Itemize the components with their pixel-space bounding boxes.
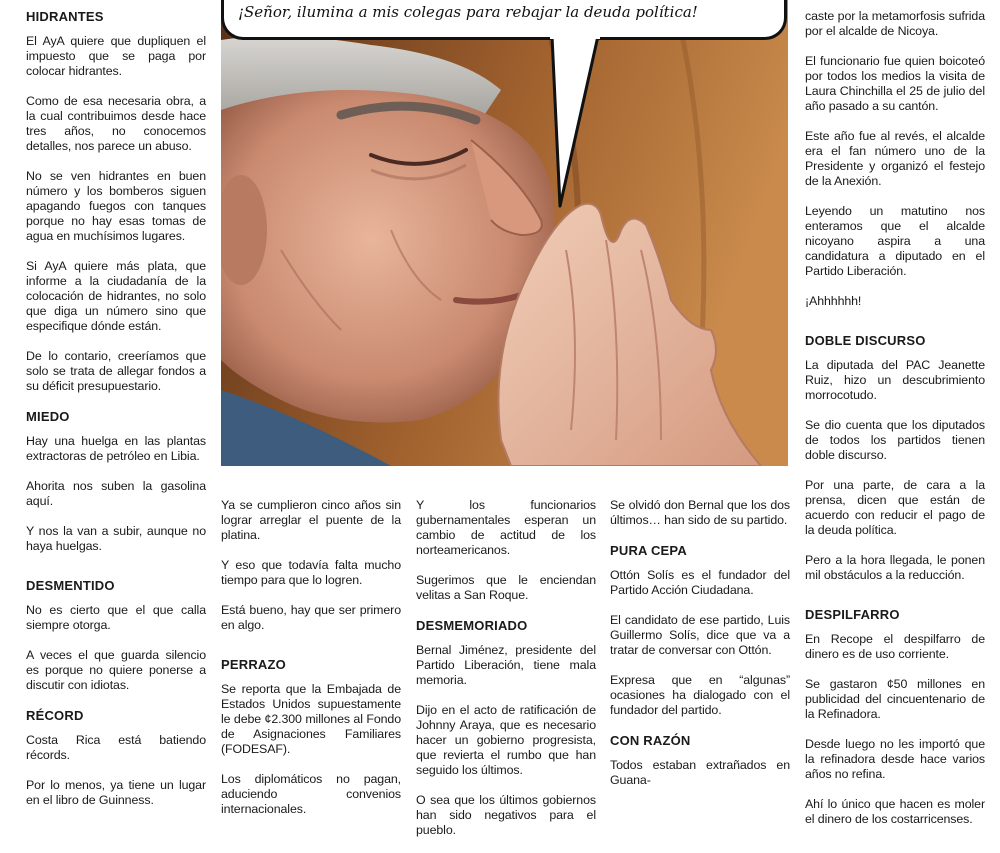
column-4 bbox=[610, 498, 790, 803]
section-heading: DOBLE DISCURSO bbox=[805, 333, 926, 348]
paragraph: No se ven hidrantes en buen número y los bomberos siguen apagando fuegos con tanques porque no hay esas tomas de agua en muchísimos lugares. bbox=[26, 169, 206, 243]
praying-man-photo bbox=[221, 0, 788, 466]
section-spacer bbox=[805, 324, 985, 333]
paragraph: Pero a la hora llegada, le ponen mil obstáculos a la reducción. bbox=[805, 553, 985, 582]
paragraph: Expresa que en “algunas” ocasiones ha dialogado con el fundador del partido. bbox=[610, 673, 790, 717]
paragraph: De lo contario, creeríamos que solo se trata de allegar fondos a su déficit presupuestario. bbox=[26, 349, 206, 393]
section-heading: MIEDO bbox=[26, 409, 70, 424]
paragraph: ¡Ahhhhhh! bbox=[805, 294, 862, 308]
paragraph: Por una parte, de cara a la prensa, dicen que están de acuerdo con reducir el pago de la deuda política. bbox=[805, 478, 985, 537]
paragraph: Ottón Solís es el fundador del Partido Acción Ciudadana. bbox=[610, 568, 790, 597]
paragraph: Ahorita nos suben la gasolina aquí. bbox=[26, 479, 206, 508]
paragraph: Todos estaban extrañados en Guana- bbox=[610, 758, 790, 787]
paragraph: El funcionario fue quien boicoteó por todos los medios la visita de Laura Chinchilla el 25 de julio del año pasado a su cantón. bbox=[805, 54, 985, 113]
section-heading: PERRAZO bbox=[221, 657, 286, 672]
column-3 bbox=[416, 498, 596, 853]
paragraph: O sea que los últimos gobiernos han sido negativos para el pueblo. bbox=[416, 793, 596, 837]
paragraph: Se olvidó don Bernal que los dos últimos… han sido de su partido. bbox=[610, 498, 790, 527]
paragraph: Se gastaron ¢50 millones en publicidad del cincuentenario de la Refinadora. bbox=[805, 677, 985, 721]
section-heading: RÉCORD bbox=[26, 708, 84, 723]
paragraph: Hay una huelga en las plantas extractoras de petróleo en Libia. bbox=[26, 434, 206, 463]
column-2 bbox=[221, 498, 401, 832]
paragraph: Ya se cumplieron cinco años sin lograr arreglar el puente de la platina. bbox=[221, 498, 401, 542]
column-1 bbox=[26, 9, 206, 823]
speech-bubble-text: ¡Señor, ilumina a mis colegas para rebajar la deuda política! bbox=[238, 3, 698, 21]
paragraph: En Recope el despilfarro de dinero es de uso corriente. bbox=[805, 632, 985, 661]
paragraph: Sugerimos que le enciendan velitas a San Roque. bbox=[416, 573, 596, 602]
paragraph: Como de esa necesaria obra, a la cual contribuimos desde hace tres años, no conocemos detalles, nos parece un abuso. bbox=[26, 94, 206, 153]
paragraph: Desde luego no les importó que la refinadora desde hace varios años no refina. bbox=[805, 737, 985, 781]
section-spacer bbox=[221, 648, 401, 657]
section-heading: PURA CEPA bbox=[610, 543, 687, 558]
section-heading: DESMENTIDO bbox=[26, 578, 115, 593]
paragraph: Bernal Jiménez, presidente del Partido Liberación, tiene mala memoria. bbox=[416, 643, 596, 687]
paragraph: caste por la metamorfosis sufrida por el alcalde de Nicoya. bbox=[805, 9, 985, 38]
paragraph: A veces el que guarda silencio es porque no quiere ponerse a discutir con idiotas. bbox=[26, 648, 206, 692]
paragraph: Y eso que todavía falta mucho tiempo para que lo logren. bbox=[221, 558, 401, 587]
paragraph: Se reporta que la Embajada de Estados Unidos supuestamente le debe ¢2.300 millones al Fondo de Asignaciones Familiares (FODESAF). bbox=[221, 682, 401, 756]
speech-bubble-tail bbox=[540, 36, 600, 211]
paragraph: Leyendo un matutino nos enteramos que el alcalde nicoyano aspira a una candidatura a diputado en el Partido Liberación. bbox=[805, 204, 985, 278]
paragraph: Ahí lo único que hacen es moler el dinero de los costarricenses. bbox=[805, 797, 985, 826]
paragraph: El AyA quiere que dupliquen el impuesto que se paga por colocar hidrantes. bbox=[26, 34, 206, 78]
paragraph: Dijo en el acto de ratificación de Johnny Araya, que es necesario hacer un gobierno progresista, que revierta el rumbo que han seguido los últimos. bbox=[416, 703, 596, 777]
paragraph: Si AyA quiere más plata, que informe a la ciudadanía de la colocación de hidrantes, no solo que diga un número sino que especifique dónde están. bbox=[26, 259, 206, 333]
paragraph: Está bueno, hay que ser primero en algo. bbox=[221, 603, 401, 632]
column-5 bbox=[805, 9, 985, 842]
section-spacer bbox=[26, 569, 206, 578]
section-heading: CON RAZÓN bbox=[610, 733, 691, 748]
paragraph: Los diplomáticos no pagan, aduciendo convenios internacionales. bbox=[221, 772, 401, 816]
paragraph: Costa Rica está batiendo récords. bbox=[26, 733, 206, 762]
paragraph: Se dio cuenta que los diputados de todos los partidos tienen doble discurso. bbox=[805, 418, 985, 462]
paragraph: Por lo menos, ya tiene un lugar en el libro de Guinness. bbox=[26, 778, 206, 807]
section-heading: HIDRANTES bbox=[26, 9, 104, 24]
section-heading: DESPILFARRO bbox=[805, 607, 900, 622]
paragraph: El candidato de ese partido, Luis Guillermo Solís, dice que va a tratar de conversar con Ottón. bbox=[610, 613, 790, 657]
paragraph: Este año fue al revés, el alcalde era el fan número uno de la Presidente y organizó el festejo de la Anexión. bbox=[805, 129, 985, 188]
paragraph: No es cierto que el que calla siempre otorga. bbox=[26, 603, 206, 632]
paragraph: Y los funcionarios gubernamentales esperan un cambio de actitud de los norteamericanos. bbox=[416, 498, 596, 557]
section-heading: DESMEMORIADO bbox=[416, 618, 528, 633]
paragraph: Y nos la van a subir, aunque no haya huelgas. bbox=[26, 524, 206, 553]
paragraph: La diputada del PAC Jeanette Ruiz, hizo un descubrimiento morrocotudo. bbox=[805, 358, 985, 402]
section-spacer bbox=[805, 598, 985, 607]
